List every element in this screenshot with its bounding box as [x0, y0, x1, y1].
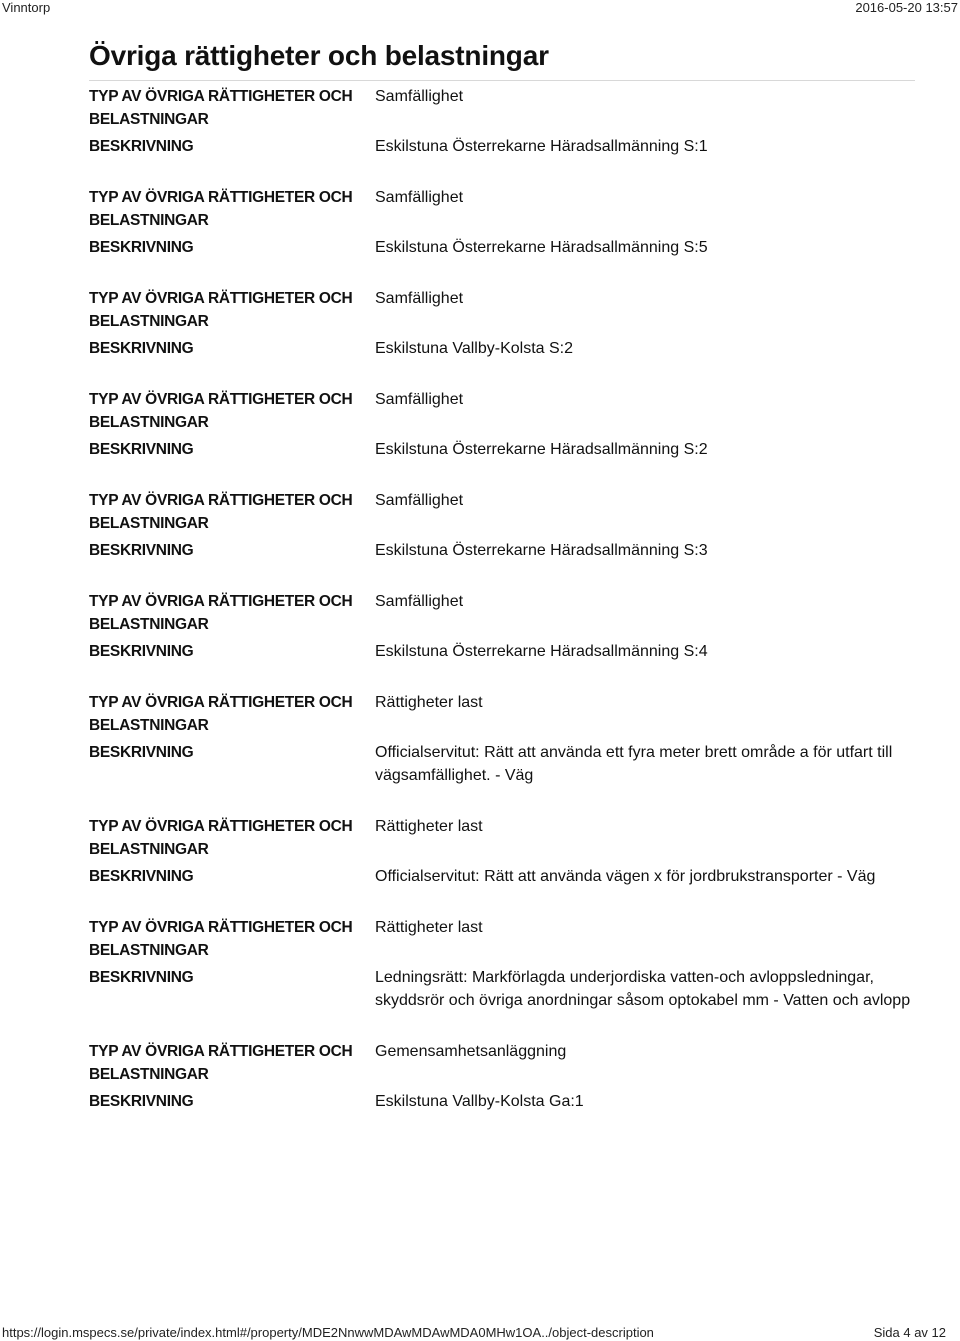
description-value: Eskilstuna Österrekarne Häradsallmänning S:1	[375, 138, 708, 155]
type-row	[89, 590, 919, 636]
type-label: TYP AV ÖVRIGA RÄTTIGHETER OCH BELASTNINGAR	[89, 290, 353, 330]
description-row	[89, 337, 919, 360]
description-label: BESKRIVNING	[89, 643, 194, 660]
rights-entry	[89, 815, 919, 888]
rights-entry	[89, 186, 919, 259]
description-label: BESKRIVNING	[89, 441, 194, 458]
type-label: TYP AV ÖVRIGA RÄTTIGHETER OCH BELASTNINGAR	[89, 1043, 353, 1083]
document-content	[89, 40, 919, 1141]
type-value: Rättigheter last	[375, 818, 483, 835]
type-value: Samfällighet	[375, 391, 464, 408]
description-value: Ledningsrätt: Markförlagda underjordiska vatten-och avloppsledningar, skyddsrör och övriga anordningar såsom optokabel mm - Vatten och avlopp	[375, 969, 911, 1009]
description-value: Eskilstuna Österrekarne Häradsallmänning S:3	[375, 542, 708, 559]
section-title: Övriga rättigheter och belastningar	[89, 40, 915, 81]
description-row	[89, 135, 919, 158]
type-value: Gemensamhetsanläggning	[375, 1043, 567, 1060]
type-value: Samfällighet	[375, 189, 464, 206]
description-value: Eskilstuna Österrekarne Häradsallmänning S:5	[375, 239, 708, 256]
rights-entry	[89, 691, 919, 787]
description-row	[89, 539, 919, 562]
footer-url: https://login.mspecs.se/private/index.html#/property/MDE2NnwwMDAwMDAwMDA0MHw1OA../object-description	[2, 1325, 654, 1340]
type-label: TYP AV ÖVRIGA RÄTTIGHETER OCH BELASTNINGAR	[89, 88, 353, 128]
type-label: TYP AV ÖVRIGA RÄTTIGHETER OCH BELASTNINGAR	[89, 818, 353, 858]
type-row	[89, 691, 919, 737]
type-value: Samfällighet	[375, 88, 464, 105]
type-row	[89, 916, 919, 962]
description-value: Officialservitut: Rätt att använda ett fyra meter brett område a för utfart till vägsamfällighet. - Väg	[375, 744, 893, 784]
rights-entry	[89, 1040, 919, 1113]
description-value: Eskilstuna Vallby-Kolsta S:2	[375, 340, 574, 357]
type-row	[89, 489, 919, 535]
type-value: Samfällighet	[375, 290, 464, 307]
rights-entry	[89, 388, 919, 461]
type-label: TYP AV ÖVRIGA RÄTTIGHETER OCH BELASTNINGAR	[89, 189, 353, 229]
rights-entry	[89, 916, 919, 1012]
description-label: BESKRIVNING	[89, 239, 194, 256]
description-label: BESKRIVNING	[89, 542, 194, 559]
description-value: Officialservitut: Rätt att använda vägen x för jordbrukstransporter - Väg	[375, 868, 876, 885]
type-row	[89, 388, 919, 434]
rights-entry	[89, 287, 919, 360]
description-label: BESKRIVNING	[89, 969, 194, 986]
description-row	[89, 438, 919, 461]
description-value: Eskilstuna Vallby-Kolsta Ga:1	[375, 1093, 584, 1110]
rights-entry	[89, 85, 919, 158]
description-row	[89, 741, 919, 787]
type-row	[89, 287, 919, 333]
type-label: TYP AV ÖVRIGA RÄTTIGHETER OCH BELASTNINGAR	[89, 492, 353, 532]
type-row	[89, 1040, 919, 1086]
rights-list	[89, 85, 919, 1113]
type-row	[89, 85, 919, 131]
footer-page-number: Sida 4 av 12	[873, 1325, 946, 1340]
rights-entry	[89, 489, 919, 562]
description-value: Eskilstuna Österrekarne Häradsallmänning S:2	[375, 441, 708, 458]
print-footer	[0, 1325, 960, 1341]
rights-entry	[89, 590, 919, 663]
type-label: TYP AV ÖVRIGA RÄTTIGHETER OCH BELASTNINGAR	[89, 391, 353, 431]
description-label: BESKRIVNING	[89, 340, 194, 357]
print-header-timestamp: 2016-05-20 13:57	[855, 0, 958, 15]
type-row	[89, 815, 919, 861]
description-row	[89, 966, 919, 1012]
print-header-title: Vinntorp	[2, 0, 51, 15]
description-row	[89, 1090, 919, 1113]
description-label: BESKRIVNING	[89, 744, 194, 761]
description-label: BESKRIVNING	[89, 868, 194, 885]
description-value: Eskilstuna Österrekarne Häradsallmänning S:4	[375, 643, 708, 660]
type-label: TYP AV ÖVRIGA RÄTTIGHETER OCH BELASTNINGAR	[89, 593, 353, 633]
type-label: TYP AV ÖVRIGA RÄTTIGHETER OCH BELASTNINGAR	[89, 694, 353, 734]
description-label: BESKRIVNING	[89, 1093, 194, 1110]
print-header	[0, 0, 960, 16]
description-label: BESKRIVNING	[89, 138, 194, 155]
description-row	[89, 865, 919, 888]
type-value: Samfällighet	[375, 492, 464, 509]
type-value: Rättigheter last	[375, 919, 483, 936]
description-row	[89, 236, 919, 259]
type-value: Rättigheter last	[375, 694, 483, 711]
type-label: TYP AV ÖVRIGA RÄTTIGHETER OCH BELASTNINGAR	[89, 919, 353, 959]
type-row	[89, 186, 919, 232]
type-value: Samfällighet	[375, 593, 464, 610]
description-row	[89, 640, 919, 663]
